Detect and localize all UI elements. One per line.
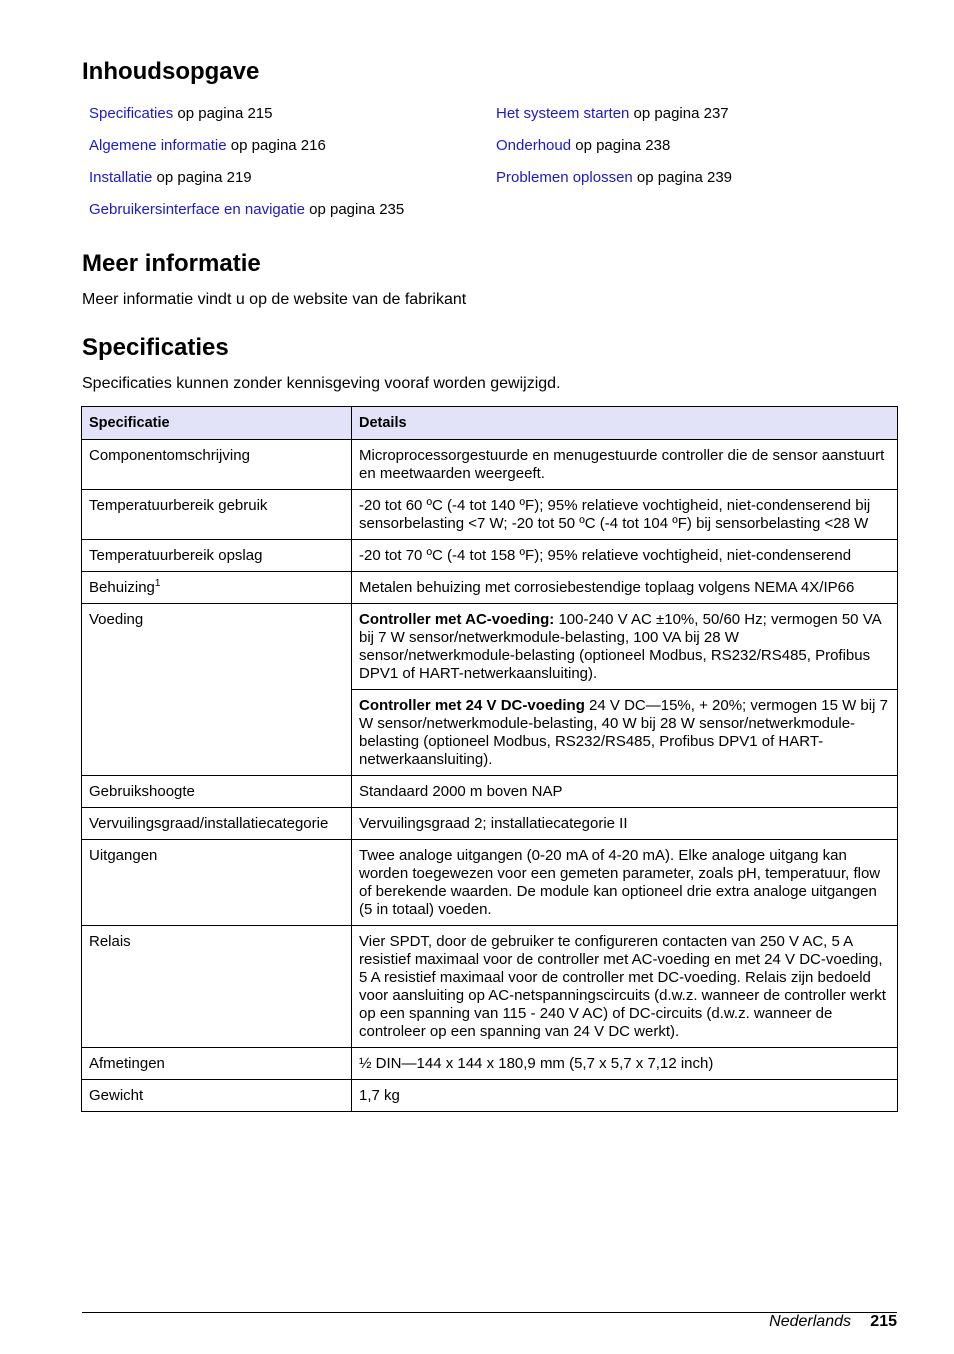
toc-link-label[interactable]: Algemene informatie (89, 137, 227, 154)
spec-detail: ½ DIN—144 x 144 x 180,9 mm (5,7 x 5,7 x 7,12 inch) (352, 1048, 898, 1080)
spec-name-text: Behuizing (89, 579, 155, 596)
toc-link-label[interactable]: Specificaties (89, 105, 174, 122)
spec-detail: Microprocessorgestuurde en menugestuurde controller die de sensor aanstuurt en meetwaarden weergeeft. (352, 440, 898, 490)
toc-heading: Inhoudsopgave (82, 58, 260, 85)
toc-link-label[interactable]: Onderhoud (496, 137, 572, 154)
table-row (82, 926, 898, 1048)
spec-detail: Twee analoge uitgangen (0-20 mA of 4-20 mA). Elke analoge uitgang kan worden toegewezen voor een gemeten parameter, zoals pH, temperatuur, flow of berekende waarden. De module kan optioneel drie extra analoge uitgangen (5 in totaal) voeden. (352, 840, 898, 926)
spec-name (82, 572, 352, 604)
toc-page-ref: op pagina 235 (304, 201, 405, 218)
specificaties-intro: Specificaties kunnen zonder kennisgeving vooraf worden gewijzigd. (82, 375, 561, 392)
footer-language: Nederlands (769, 1313, 851, 1330)
toc-link-label[interactable]: Het systeem starten (496, 105, 630, 122)
toc-item-problemen-oplossen[interactable] (496, 169, 732, 187)
specificaties-heading: Specificaties (82, 334, 229, 361)
toc-link-label[interactable]: Problemen oplossen (496, 169, 633, 186)
spec-name: Relais (82, 926, 352, 1048)
spec-detail: -20 tot 60 ºC (-4 tot 140 ºF); 95% relatieve vochtigheid, niet-condenserend bij sensorbelasting <7 W; -20 tot 50 ºC (-4 tot 104 ºF) bij sensorbelasting <28 W (352, 490, 898, 540)
table-header-row (82, 407, 898, 440)
spec-name: Componentomschrijving (82, 440, 352, 490)
toc-page-ref: op pagina 238 (571, 137, 671, 154)
page-number: 215 (870, 1313, 897, 1330)
table-row (82, 604, 898, 690)
toc-link-label[interactable]: Gebruikersinterface en navigatie (89, 201, 305, 218)
toc-page-ref: op pagina 237 (629, 105, 729, 122)
spec-detail: Vervuilingsgraad 2; installatiecategorie II (352, 808, 898, 840)
toc-item-onderhoud[interactable] (496, 137, 670, 155)
spec-detail-text: 24 V DC—15%, + 20%; vermogen 15 W bij 7 W sensor/netwerkmodule-belasting, 40 W bij 28 W sensor/netwerkmodule-belasting (optioneel Modbus, RS232/RS485, Profibus DPV1 of HART-netwerkaansluiting). (359, 697, 888, 768)
toc-page-ref: op pagina 239 (632, 169, 733, 186)
table-row (82, 572, 898, 604)
table-row (82, 490, 898, 540)
table-row (82, 808, 898, 840)
toc-page-ref: op pagina 216 (226, 137, 326, 154)
spec-name: Temperatuurbereik opslag (82, 540, 352, 572)
table-row (82, 840, 898, 926)
spec-detail (352, 604, 898, 690)
toc-page-ref: op pagina 219 (152, 169, 252, 186)
meer-informatie-text: Meer informatie vindt u op de website van de fabrikant (82, 291, 467, 308)
column-header-specificatie: Specificatie (82, 407, 352, 440)
meer-informatie-heading: Meer informatie (82, 250, 261, 277)
spec-detail: Standaard 2000 m boven NAP (352, 776, 898, 808)
table-row (82, 776, 898, 808)
toc-item-specificaties[interactable] (89, 105, 272, 123)
spec-detail-text: 100-240 V AC ±10%, 50/60 Hz; vermogen 50 VA bij 7 W sensor/netwerkmodule-belasting, 100 VA bij 28 W sensor/netwerkmodule-belasting (optioneel Modbus, RS232/RS485, Profibus DPV1 of HART-netwerkaansluiting). (359, 611, 881, 682)
table-row (82, 540, 898, 572)
toc-item-installatie[interactable] (89, 169, 252, 187)
spec-name: Afmetingen (82, 1048, 352, 1080)
footnote-marker: 1 (154, 578, 161, 589)
specifications-table (81, 406, 898, 1112)
spec-detail-bold: Controller met 24 V DC-voeding (359, 697, 585, 714)
spec-detail-bold: Controller met AC-voeding: (359, 611, 555, 628)
table-row (82, 1080, 898, 1112)
spec-name: Uitgangen (82, 840, 352, 926)
toc-page-ref: op pagina 215 (173, 105, 273, 122)
table-row (82, 1048, 898, 1080)
spec-name: Gebruikshoogte (82, 776, 352, 808)
spec-name: Voeding (82, 604, 352, 776)
toc-item-gebruikersinterface[interactable] (89, 201, 404, 219)
toc-link-label[interactable]: Installatie (89, 169, 153, 186)
spec-name: Temperatuurbereik gebruik (82, 490, 352, 540)
toc-item-algemene-informatie[interactable] (89, 137, 326, 155)
table-row (82, 440, 898, 490)
spec-detail: Metalen behuizing met corrosiebestendige toplaag volgens NEMA 4X/IP66 (352, 572, 898, 604)
spec-name: Vervuilingsgraad/installatiecategorie (82, 808, 352, 840)
spec-detail: 1,7 kg (352, 1080, 898, 1112)
spec-detail: -20 tot 70 ºC (-4 tot 158 ºF); 95% relatieve vochtigheid, niet-condenserend (352, 540, 898, 572)
spec-detail: Vier SPDT, door de gebruiker te configureren contacten van 250 V AC, 5 A resistief maximaal voor de controller met AC-voeding en met 24 V DC-voeding, 5 A resistief maximaal voor de controller met DC-voeding. Relais zijn bedoeld voor aansluiting op AC-netspanningscircuits (d.w.z. wanneer de controller werkt op een spanning van 115 - 240 V AC) of DC-circuits (d.w.z. wanneer de controleer op een spanning van 24 V DC werkt). (352, 926, 898, 1048)
column-header-details: Details (352, 407, 898, 440)
spec-name: Gewicht (82, 1080, 352, 1112)
spec-detail (352, 690, 898, 776)
toc-item-systeem-starten[interactable] (496, 105, 729, 123)
